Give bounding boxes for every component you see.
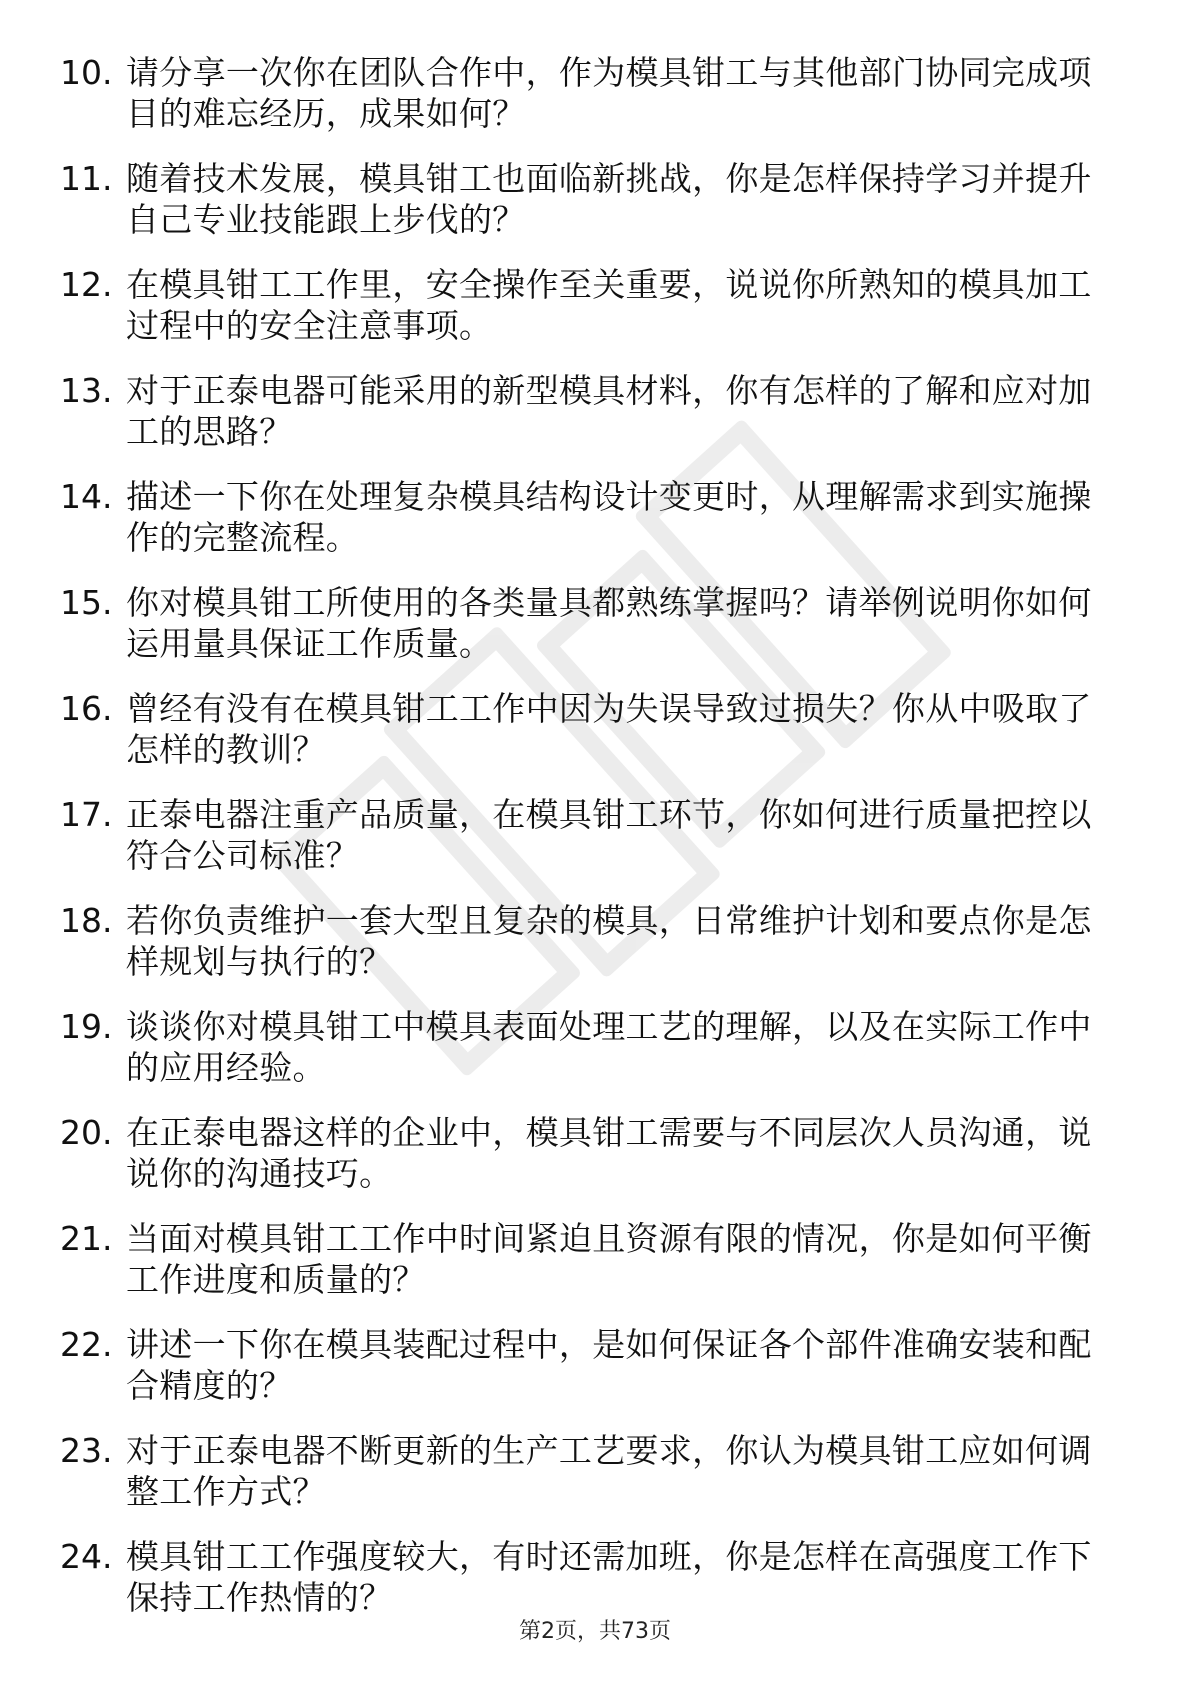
question-item	[60, 1006, 1120, 1088]
question-item	[60, 1536, 1120, 1618]
question-text: 在正泰电器这样的企业中，模具钳工需要与不同层次人员沟通，说说你的沟通技巧。	[126, 1113, 1092, 1193]
question-item	[60, 794, 1120, 876]
question-item	[60, 370, 1120, 452]
question-text: 模具钳工工作强度较大，有时还需加班，你是怎样在高强度工作下保持工作热情的？	[126, 1537, 1092, 1617]
question-text: 你对模具钳工所使用的各类量具都熟练掌握吗？请举例说明你如何运用量具保证工作质量。	[126, 583, 1092, 663]
question-number: 13.	[60, 371, 113, 410]
question-number: 18.	[60, 901, 113, 940]
question-number: 23.	[60, 1431, 113, 1470]
question-number: 11.	[60, 159, 113, 198]
question-text: 讲述一下你在模具装配过程中，是如何保证各个部件准确安装和配合精度的？	[126, 1325, 1092, 1405]
question-text: 对于正泰电器不断更新的生产工艺要求，你认为模具钳工应如何调整工作方式？	[126, 1431, 1092, 1511]
question-item	[60, 688, 1120, 770]
question-number: 21.	[60, 1219, 113, 1258]
question-item	[60, 900, 1120, 982]
question-number: 15.	[60, 583, 113, 622]
question-number: 19.	[60, 1007, 113, 1046]
question-number: 16.	[60, 689, 113, 728]
question-item	[60, 476, 1120, 558]
question-text: 请分享一次你在团队合作中，作为模具钳工与其他部门协同完成项目的难忘经历，成果如何？	[126, 53, 1092, 133]
question-text: 在模具钳工工作里，安全操作至关重要，说说你所熟知的模具加工过程中的安全注意事项。	[126, 265, 1092, 345]
question-number: 10.	[60, 53, 113, 92]
question-number: 22.	[60, 1325, 113, 1364]
question-text: 当面对模具钳工工作中时间紧迫且资源有限的情况，你是如何平衡工作进度和质量的？	[126, 1219, 1092, 1299]
question-item	[60, 582, 1120, 664]
question-number: 17.	[60, 795, 113, 834]
question-text: 对于正泰电器可能采用的新型模具材料，你有怎样的了解和应对加工的思路？	[126, 371, 1092, 451]
question-number: 14.	[60, 477, 113, 516]
question-item	[60, 1218, 1120, 1300]
question-item	[60, 1430, 1120, 1512]
question-text: 曾经有没有在模具钳工工作中因为失误导致过损失？你从中吸取了怎样的教训？	[126, 689, 1092, 769]
question-number: 12.	[60, 265, 113, 304]
question-text: 若你负责维护一套大型且复杂的模具，日常维护计划和要点你是怎样规划与执行的？	[126, 901, 1092, 981]
question-item	[60, 1112, 1120, 1194]
question-text: 随着技术发展，模具钳工也面临新挑战，你是怎样保持学习并提升自己专业技能跟上步伐的？	[126, 159, 1092, 239]
question-number: 24.	[60, 1537, 113, 1576]
question-text: 描述一下你在处理复杂模具结构设计变更时，从理解需求到实施操作的完整流程。	[126, 477, 1092, 557]
question-text: 谈谈你对模具钳工中模具表面处理工艺的理解，以及在实际工作中的应用经验。	[126, 1007, 1092, 1087]
question-item	[60, 1324, 1120, 1406]
question-number: 20.	[60, 1113, 113, 1152]
page-number-label: 第2页，共73页	[519, 1619, 671, 1644]
question-text: 正泰电器注重产品质量，在模具钳工环节，你如何进行质量把控以符合公司标准？	[126, 795, 1092, 875]
question-item	[60, 158, 1120, 240]
question-list	[60, 52, 1120, 1642]
page-footer	[0, 1614, 1190, 1645]
question-item	[60, 52, 1120, 134]
question-item	[60, 264, 1120, 346]
